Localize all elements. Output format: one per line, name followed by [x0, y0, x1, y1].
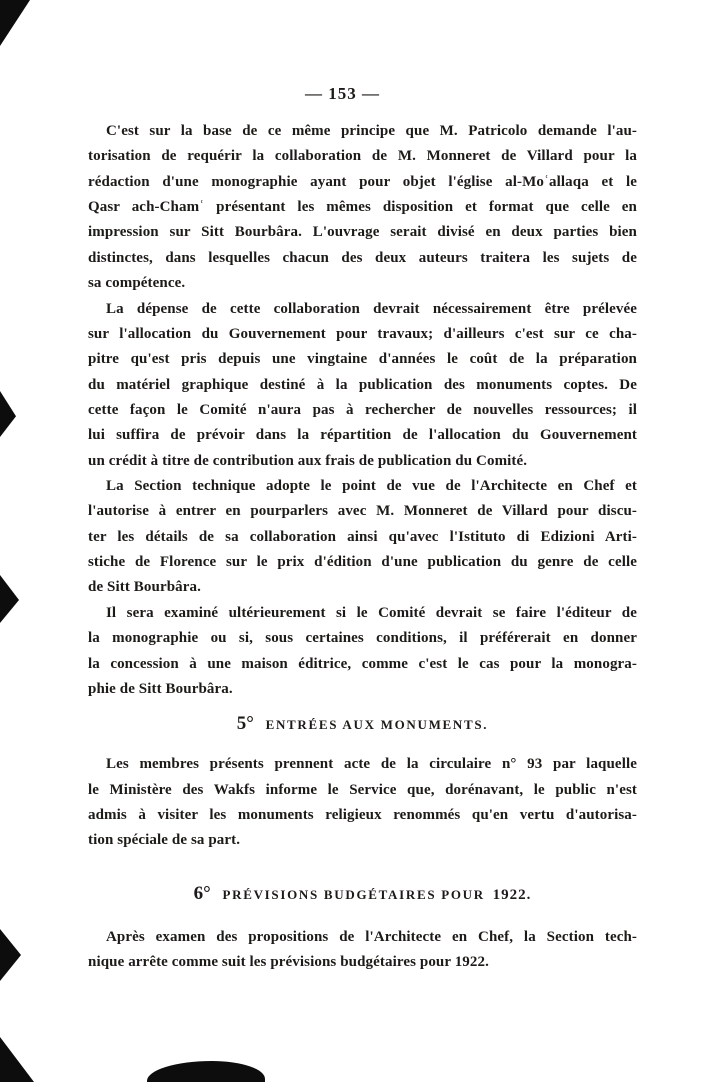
text-line: ter les détails de sa collaboration ainsi qu'avec l'Istituto di Edizioni Arti-: [88, 528, 637, 545]
text-line: stiche de Florence sur le prix d'édition d'une publication du genre de celle: [88, 554, 637, 571]
section-title: PRÉVISIONS BUDGÉTAIRES POUR: [222, 886, 485, 902]
paragraph-1: [88, 119, 637, 297]
text-column: [88, 119, 637, 975]
text-line: distinctes, dans lesquelles chacun des deux auteurs traitera les sujets de: [88, 249, 637, 266]
text-line: impression sur Sitt Bourbâra. L'ouvrage serait divisé en deux parties bien: [88, 224, 637, 241]
scan-ink-mark-left-2: [0, 575, 19, 623]
section-number: 5°: [236, 713, 254, 735]
paragraph-5: [88, 752, 637, 853]
scan-ink-mark-left-1: [0, 391, 16, 437]
text-line: sur l'allocation du Gouvernement pour travaux; d'ailleurs c'est sur ce cha-: [88, 325, 637, 342]
scan-ink-mark-top-left: [0, 0, 30, 46]
text-line: l'autorise à entrer en pourparlers avec M. Monneret de Villard pour discu-: [88, 503, 637, 520]
paragraph-3: [88, 474, 637, 601]
text-line: lui suffira de prévoir dans la répartition de l'allocation du Gouvernement: [88, 427, 637, 444]
scan-ink-mark-left-3: [0, 929, 21, 981]
scan-ink-mark-bottom-left: [0, 1037, 34, 1082]
paragraph-6: [88, 925, 637, 976]
text-line: Il sera examiné ultérieurement si le Comité devrait se faire l'éditeur de: [106, 604, 637, 621]
section-number: 6°: [193, 882, 211, 904]
text-line: de Sitt Bourbâra.: [88, 579, 201, 596]
text-line: cette façon le Comité n'aura pas à rechercher de nouvelles ressources; il: [88, 401, 637, 418]
text-line: la concession à une maison éditrice, comme c'est le cas pour la monogra-: [88, 655, 637, 672]
text-line: le Ministère des Wakfs informe le Service que, dorénavant, le public n'est: [88, 781, 637, 798]
text-line: torisation de requérir la collaboration de M. Monneret de Villard pour la: [88, 148, 637, 165]
text-line: sa compétence.: [88, 275, 186, 292]
paragraph-4: [88, 601, 637, 702]
text-line: la monographie ou si, sous certaines conditions, il préférerait en donner: [88, 630, 637, 647]
text-line: un crédit à titre de contribution aux frais de publication du Comité.: [88, 452, 528, 469]
text-line: Qasr ach-Chamʿ présentant les mêmes disposition et format que celle en: [88, 199, 637, 216]
page-number: — 153 —: [305, 84, 380, 103]
text-line: admis à visiter les monuments religieux renommés qu'en vertu d'autorisa-: [88, 806, 637, 823]
text-line: nique arrête comme suit les prévisions budgétaires pour 1922.: [88, 954, 489, 971]
section-heading-5: [88, 712, 637, 736]
section-heading-6: [88, 882, 637, 906]
text-line: rédaction d'une monographie ayant pour objet l'église al-Moʿallaqa et le: [88, 173, 637, 190]
text-line: C'est sur la base de ce même principe que M. Patricolo demande l'au-: [106, 123, 637, 139]
text-line: La Section technique adopte le point de vue de l'Architecte en Chef et: [106, 478, 637, 495]
section-year: 1922.: [492, 886, 532, 903]
text-line: phie de Sitt Bourbâra.: [88, 680, 233, 697]
section-title: ENTRÉES AUX MONUMENTS.: [265, 717, 489, 733]
text-line: La dépense de cette collaboration devrait nécessairement être prélevée: [106, 300, 637, 317]
paragraph-2: [88, 297, 637, 475]
text-line: tion spéciale de sa part.: [88, 832, 241, 849]
scan-ink-mark-bottom-edge: [147, 1061, 265, 1082]
text-line: du matériel graphique destiné à la publication des monuments coptes. De: [88, 376, 637, 393]
text-line: pitre qu'est pris depuis une vingtaine d'années le coût de la préparation: [88, 351, 637, 368]
text-line: Après examen des propositions de l'Architecte en Chef, la Section tech-: [106, 928, 637, 945]
text-line: Les membres présents prennent acte de la circulaire n° 93 par laquelle: [106, 756, 637, 773]
